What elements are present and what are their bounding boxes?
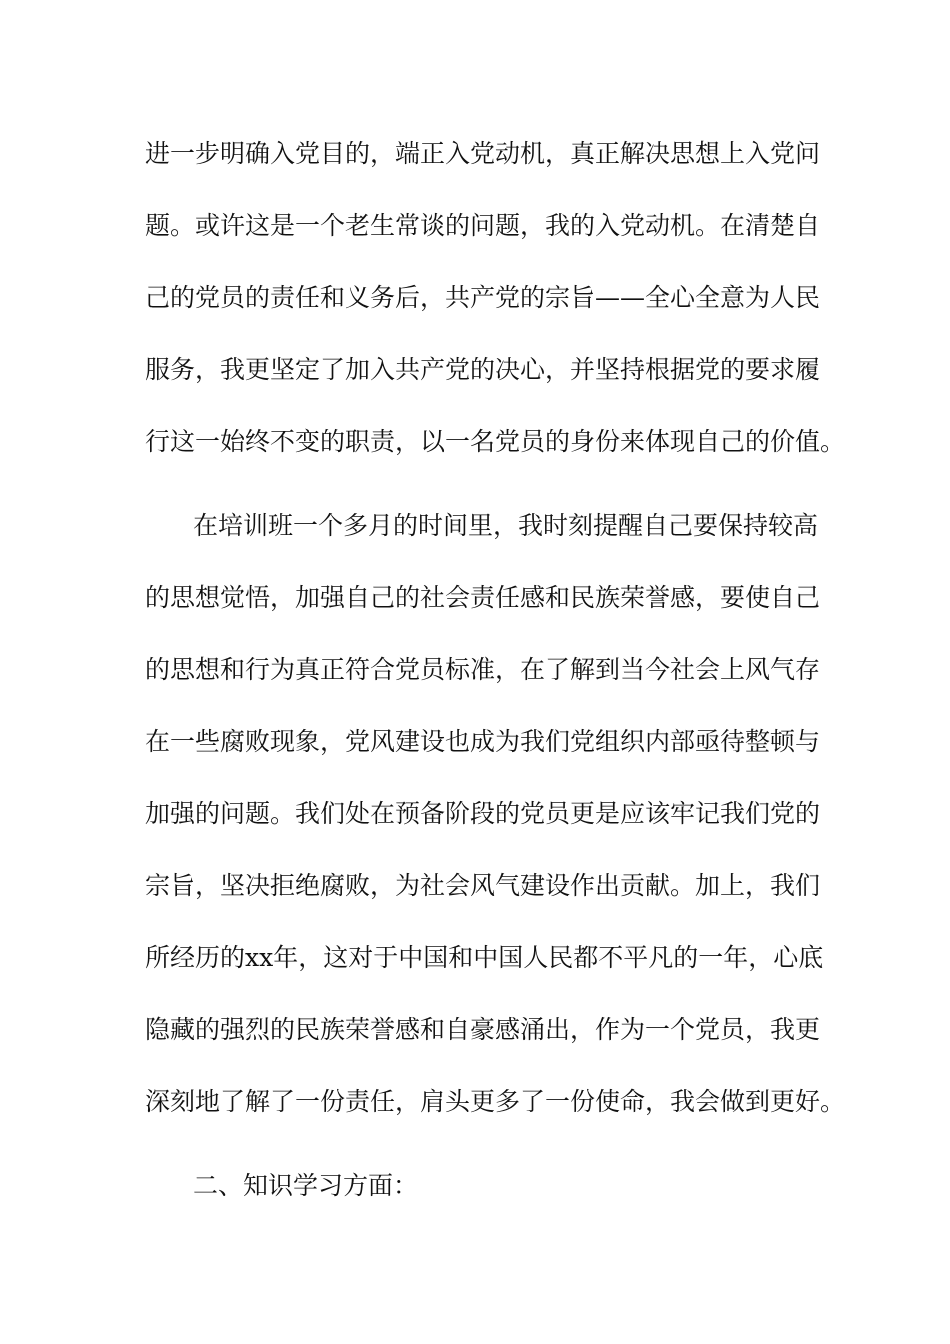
- text-line: 行这一始终不变的职责，以一名党员的身份来体现自己的价值。: [145, 427, 846, 456]
- text-line: 隐藏的强烈的民族荣誉感和自豪感涌出，作为一个党员，我更: [145, 1015, 821, 1044]
- text-line: 所经历的xx年，这对于中国和中国人民都不平凡的一年，心底: [145, 943, 824, 972]
- text-line: 的思想和行为真正符合党员标准，在了解到当今社会上风气存: [145, 655, 821, 684]
- section-heading: 二、知识学习方面：: [193, 1171, 419, 1200]
- text-line: 己的党员的责任和义务后，共产党的宗旨——全心全意为人民: [145, 283, 821, 312]
- text-line: 深刻地了解了一份责任，肩头更多了一份使命，我会做到更好。: [145, 1087, 846, 1116]
- text-line: 题。或许这是一个老生常谈的问题，我的入党动机。在清楚自: [145, 211, 821, 240]
- paragraph-first-line: 在培训班一个多月的时间里，我时刻提醒自己要保持较高: [193, 511, 819, 540]
- text-line: 服务，我更坚定了加入共产党的决心，并坚持根据党的要求履: [145, 355, 821, 384]
- text-line: 进一步明确入党目的，端正入党动机，真正解决思想上入党问: [145, 139, 821, 168]
- text-line: 在一些腐败现象，党风建设也成为我们党组织内部亟待整顿与: [145, 727, 821, 756]
- text-line: 宗旨，坚决拒绝腐败，为社会风气建设作出贡献。加上，我们: [145, 871, 821, 900]
- text-line: 的思想觉悟，加强自己的社会责任感和民族荣誉感，要使自己: [145, 583, 821, 612]
- text-line: 加强的问题。我们处在预备阶段的党员更是应该牢记我们党的: [145, 799, 821, 828]
